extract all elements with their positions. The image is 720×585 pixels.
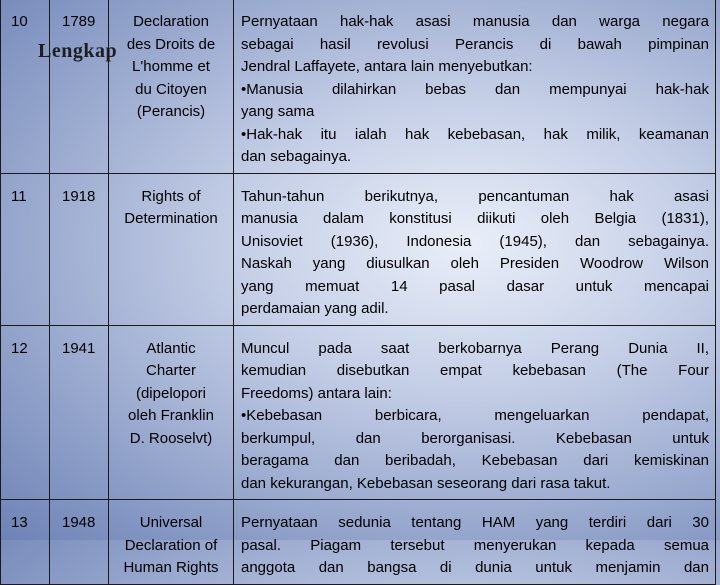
title-line: Human Rights [123,559,219,576]
description-line: anggota dan bangsa di dunia untuk menjamin dan [241,559,709,576]
title-line: L'homme et [132,58,210,75]
background-watermark-word: Lengkap [38,40,118,62]
table-row [1,0,716,173]
description-line: Tahun-tahun berikutnya, pencantuman hak asasi [241,187,709,205]
description-line: kemudian disebutkan empat kebebasan (The Four [241,362,709,379]
description-line: dan sebagainya. [241,148,352,165]
row-number: 12 [1,325,50,500]
title-line: Declaration of [124,536,218,554]
description-line: perdamaian yang adil. [241,300,389,317]
description-line: dan kekurangan, Kebebasan seseorang dari rasa takut. [241,474,611,492]
table-row [1,325,716,500]
title-line: oleh Franklin [128,407,214,424]
description-line: yang sama [241,103,315,120]
row-description [234,500,716,585]
title-line: D. Rooselvt) [129,429,213,447]
title-line: du Citoyen [135,80,207,98]
title-line: (dipelopori [135,384,207,402]
description-line: yang memuat 14 pasal dasar untuk mencapai [241,277,709,295]
title-line: des Droits de [126,35,216,53]
row-description [234,173,716,325]
row-document-title [109,325,234,500]
description-line: sebagai hasil revolusi Perancis di bawah pimpinan [241,35,709,53]
description-line: •Hak-hak itu ialah hak kebebasan, hak milik, keamanan [241,125,709,143]
description-line: manusia dalam konstitusi diikuti oleh Belgia (1831), [241,210,709,227]
description-line: •Manusia dilahirkan bebas dan mempunyai hak-hak [241,80,709,98]
row-description [234,0,716,173]
description-line: Unisoviet (1936), Indonesia (1945), dan sebagainya. [241,232,709,250]
title-line: Declaration [133,13,209,30]
title-line: Determination [124,210,218,227]
title-line: Universal [139,514,203,531]
title-line: Atlantic [146,339,196,357]
row-number: 13 [1,500,50,585]
row-year: 1918 [50,173,109,325]
table-row [1,500,716,585]
row-document-title [109,173,234,325]
description-line: Naskah yang diusulkan oleh Presiden Woodrow Wilson [241,255,709,272]
description-line: Jendral Laffayete, antara lain menyebutkan: [241,58,533,75]
description-line: Pernyataan hak-hak asasi manusia dan warga negara [241,13,709,30]
row-year: 1941 [50,325,109,500]
description-line: berkumpul, dan berorganisasi. Kebebasan untuk [241,429,709,447]
description-line: beragama dan beribadah, Kebebasan dari kemiskinan [241,452,709,469]
description-line: •Kebebasan berbicara, mengeluarkan pendapat, [241,407,709,424]
table-body [1,0,716,584]
description-line: Freedoms) antara lain: [241,384,392,402]
description-line: pasal. Piagam tersebut menyerukan kepada semua [241,536,709,554]
table-row [1,173,716,325]
title-line: Charter [145,362,197,379]
row-number: 11 [1,173,50,325]
description-line: Pernyataan sedunia tentang HAM yang terdiri dari 30 [241,514,709,531]
title-line: Rights of [141,187,201,205]
title-line: (Perancis) [136,103,206,120]
row-year: 1948 [50,500,109,585]
row-document-title [109,0,234,173]
row-description [234,325,716,500]
row-year: 1789 [50,0,109,173]
description-line: Muncul pada saat berkobarnya Perang Dunia II, [241,339,709,357]
row-document-title [109,500,234,585]
row-number: 10 [1,0,50,173]
